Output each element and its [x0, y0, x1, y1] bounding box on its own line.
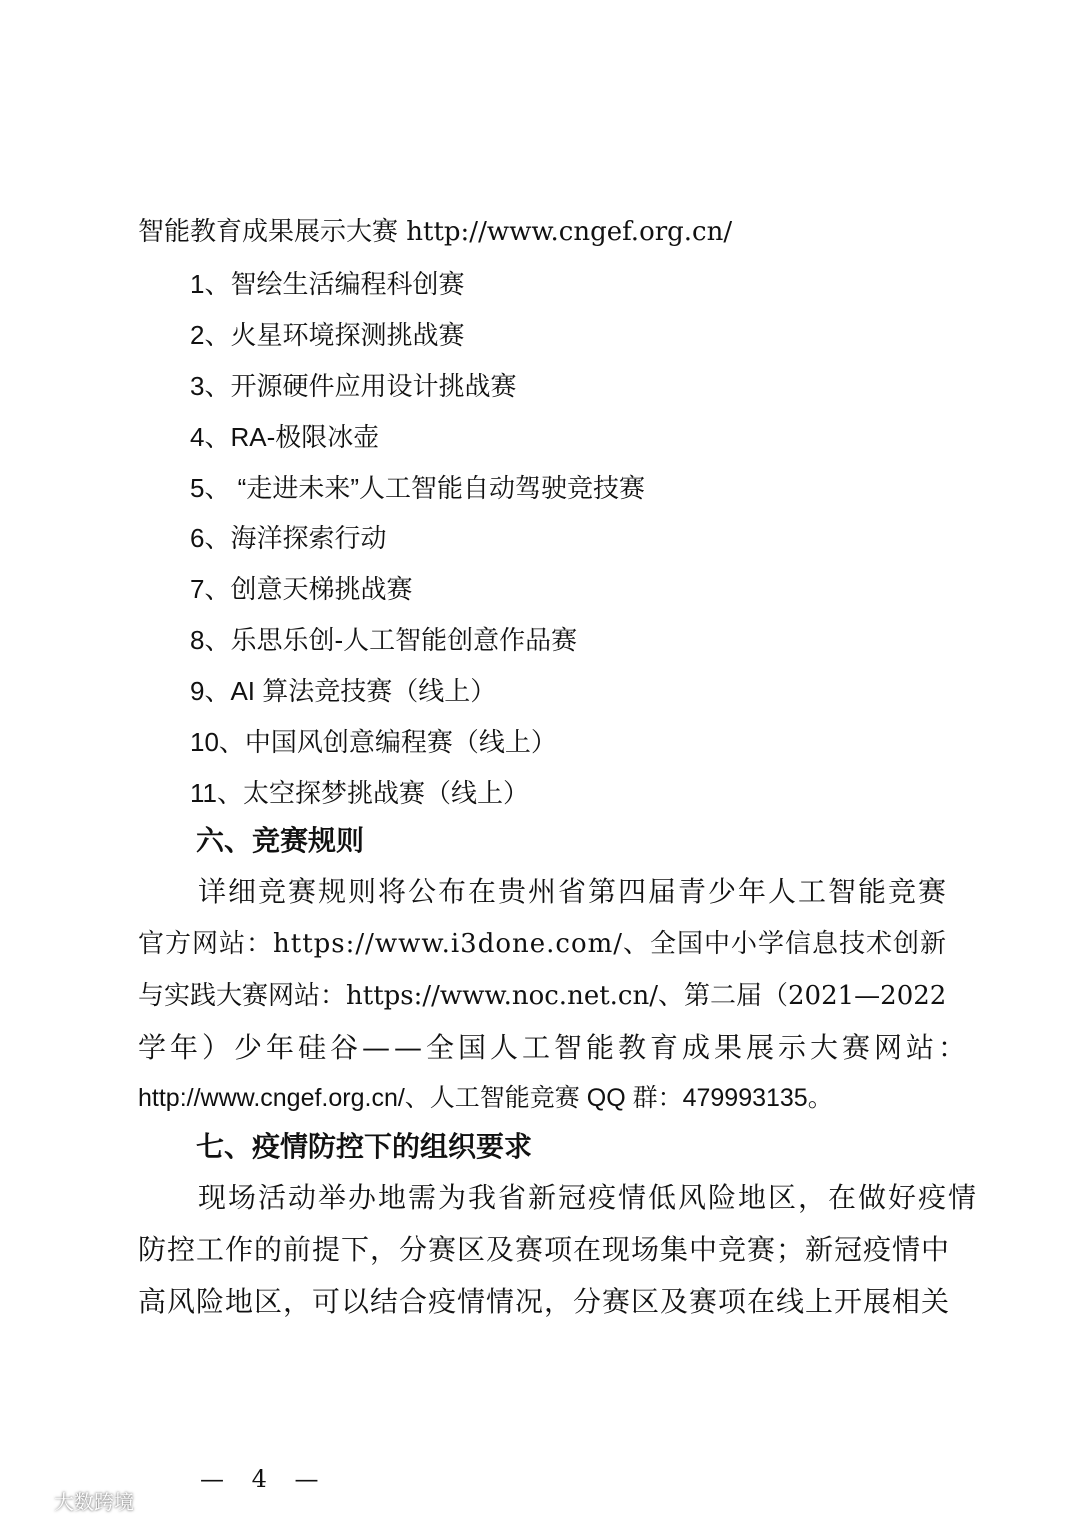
event-item-4: 4、RA-极限冰壶 [190, 422, 380, 452]
rules-paragraph-line-1: 详细竞赛规则将公布在贵州省第四届青少年人工智能竞赛 [198, 875, 949, 908]
event-item-3: 3、开源硬件应用设计挑战赛 [190, 371, 517, 401]
event-item-7: 7、创意天梯挑战赛 [190, 574, 413, 604]
epidemic-paragraph-line-2: 防控工作的前提下，分赛区及赛项在现场集中竞赛；新冠疫情中 [138, 1233, 951, 1266]
rules-paragraph-line-4: 学年）少年硅谷——全国人工智能教育成果展示大赛网站： [138, 1031, 971, 1064]
rules-paragraph-line-5: http://www.cngef.org.cn/、人工智能竞赛 QQ 群：479993135。 [138, 1084, 833, 1112]
event-item-6: 6、海洋探索行动 [190, 523, 387, 553]
page-number: — 4 — [200, 1465, 329, 1493]
event-item-11: 11、太空探梦挑战赛（线上） [190, 778, 529, 808]
event-item-10: 10、中国风创意编程赛（线上） [190, 727, 557, 757]
event-item-8: 8、乐思乐创-人工智能创意作品赛 [190, 625, 578, 655]
section-heading-epidemic: 七、疫情防控下的组织要求 [196, 1130, 533, 1163]
event-item-2: 2、火星环境探测挑战赛 [190, 320, 465, 350]
rules-paragraph-line-2: 官方网站：https://www.i3done.com/、全国中小学信息技术创新 [138, 929, 948, 959]
logo-icon [14, 1490, 48, 1512]
watermark [14, 1486, 134, 1515]
rules-paragraph-line-3: 与实践大赛网站：https://www.noc.net.cn/、第二届（2021—2022 [138, 981, 947, 1011]
section-heading-rules: 六、竞赛规则 [196, 824, 365, 857]
epidemic-paragraph-line-3: 高风险地区，可以结合疫情情况，分赛区及赛项在线上开展相关 [138, 1285, 951, 1318]
event-item-5: 5、 “走进未来”人工智能自动驾驶竞技赛 [190, 473, 646, 503]
watermark-text: 大数跨境 [54, 1490, 134, 1514]
epidemic-paragraph-line-1: 现场活动举办地需为我省新冠疫情低风险地区，在做好疫情 [198, 1181, 979, 1214]
intro-line: 智能教育成果展示大赛 http://www.cngef.org.cn/ [138, 217, 733, 247]
event-item-9: 9、AI 算法竞技赛（线上） [190, 676, 497, 706]
event-item-1: 1、智绘生活编程科创赛 [190, 269, 465, 299]
